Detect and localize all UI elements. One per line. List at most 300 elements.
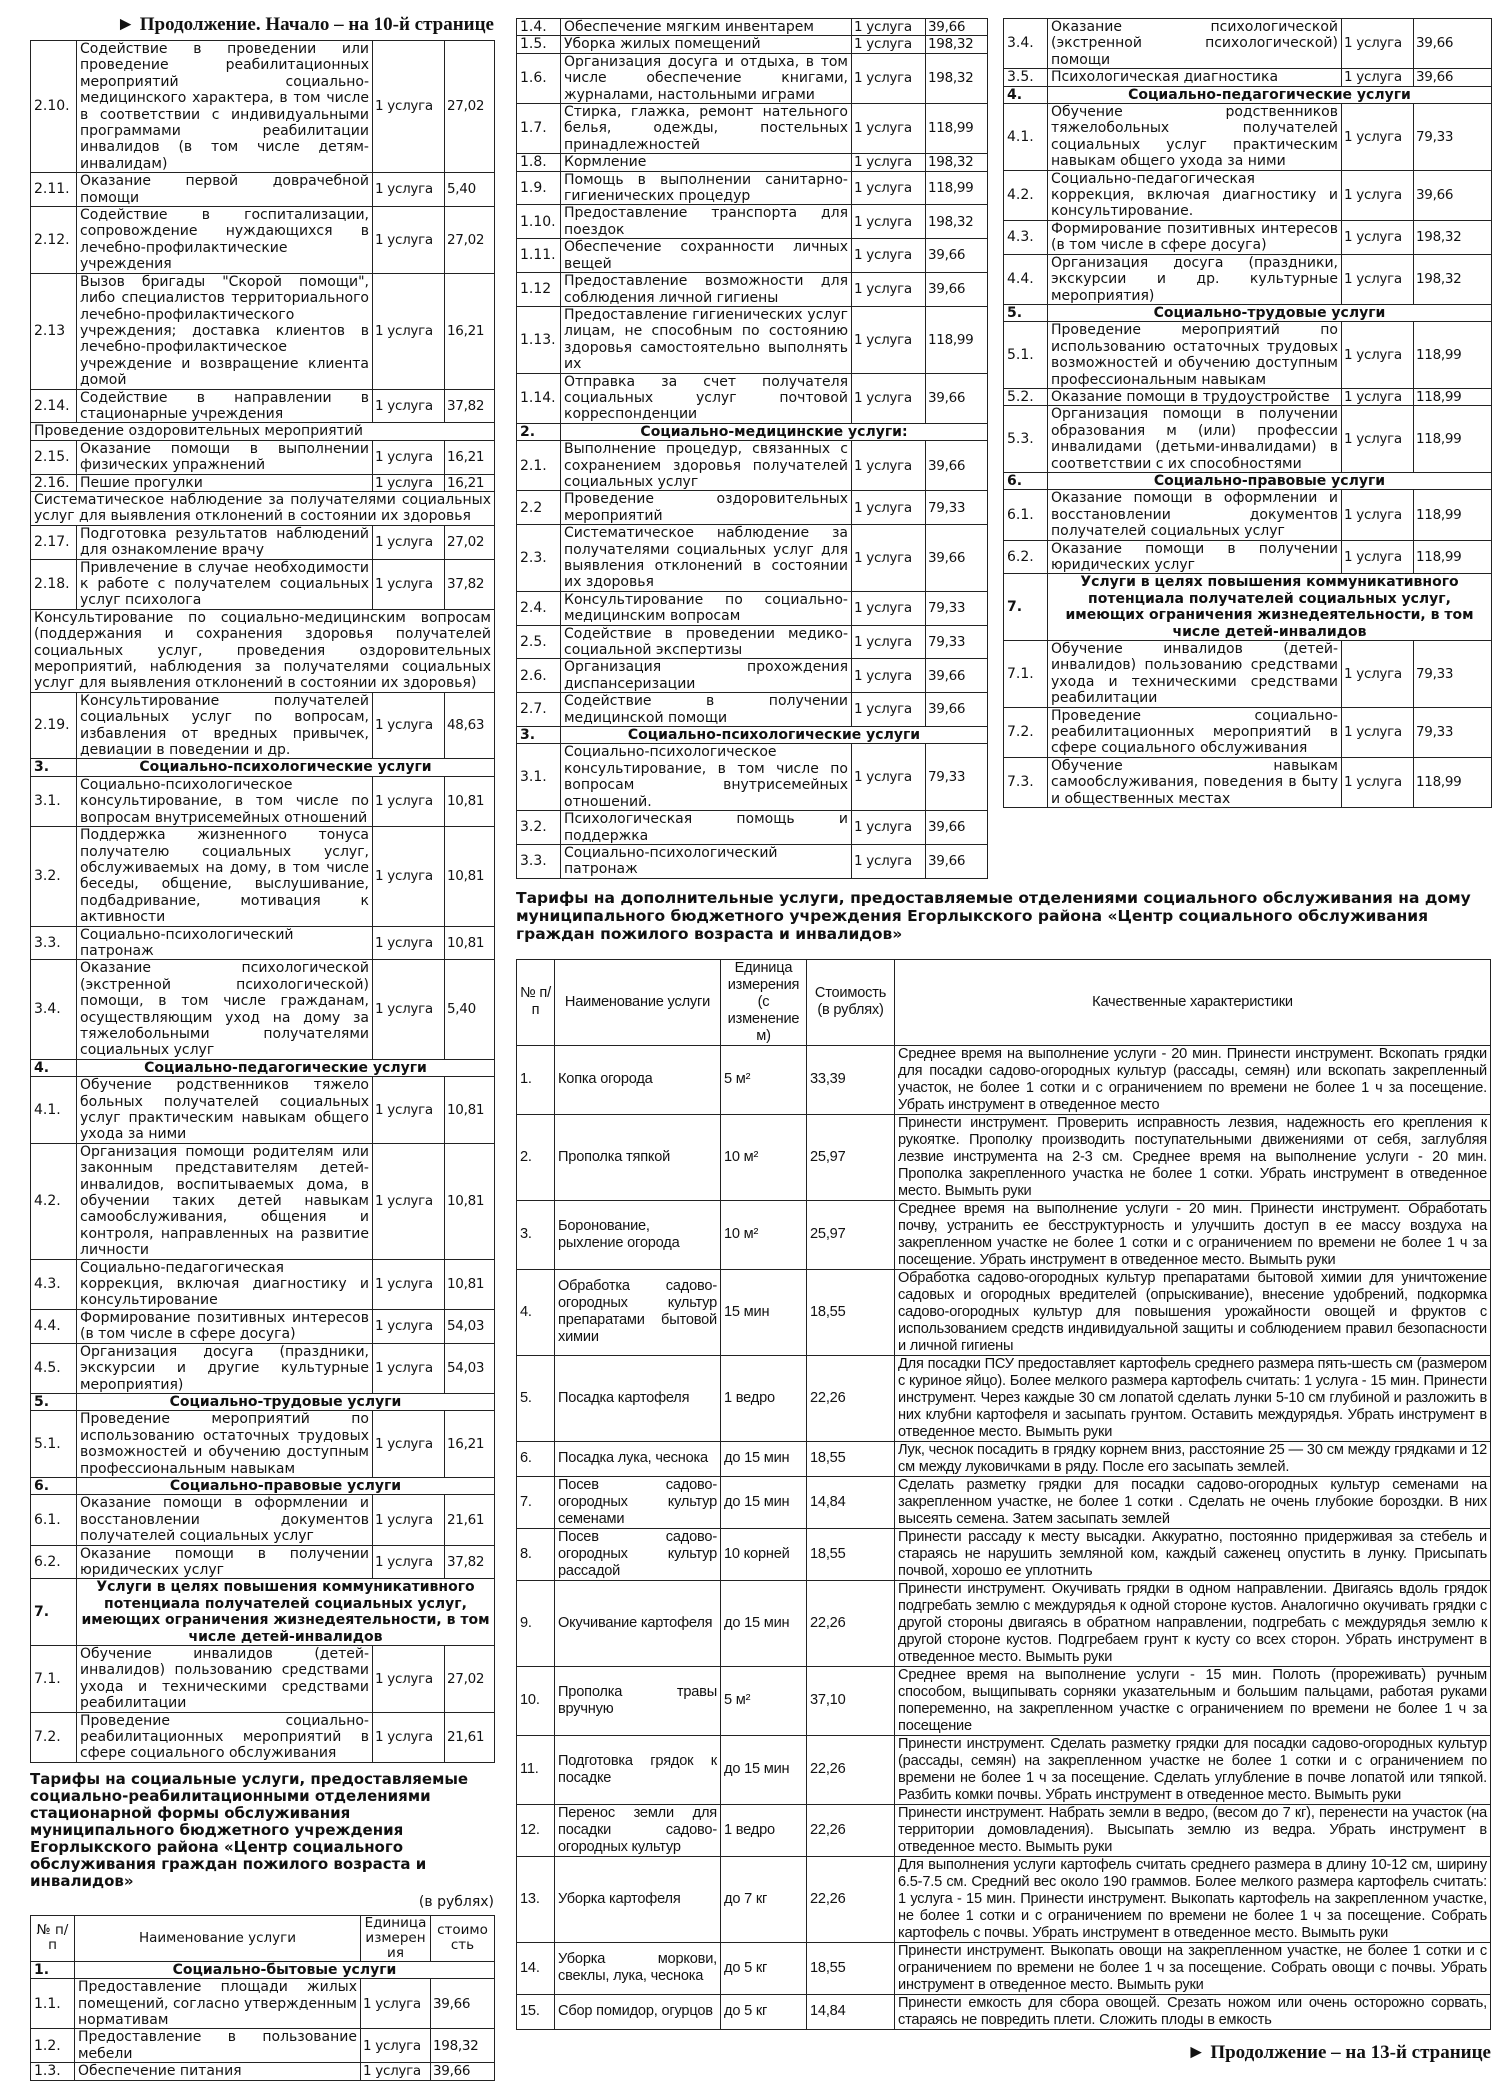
service-price: 27,02 (445, 41, 495, 173)
service-price: 39,66 (926, 239, 988, 273)
service-unit: 1 услуга (852, 811, 926, 845)
service-name: Организация помощи в получении образования м (или) профессии инвалидами (детьми-инвалидами) в соответствии с их способностями (1048, 406, 1342, 473)
service-price: 5,40 (445, 173, 495, 207)
service-unit: 1 услуга (852, 205, 926, 239)
service-number: 4.3. (31, 1259, 77, 1309)
service-number: 12. (517, 1804, 555, 1856)
service-unit: 1 услуга (373, 273, 445, 389)
service-price: 39,66 (1414, 19, 1492, 69)
col-number: № п/п (31, 1915, 75, 1961)
service-number: 1.7. (517, 104, 561, 154)
service-number: 5.1. (31, 1411, 77, 1478)
service-number: 7.1. (31, 1646, 77, 1713)
service-name: Обучение навыкам самообслуживания, поведения в быту и общественных местах (1048, 757, 1342, 807)
service-number: 2.19. (31, 692, 77, 759)
service-number: 2.15. (31, 440, 77, 474)
service-unit: 1 услуга (1342, 388, 1414, 405)
service-price: 33,39 (807, 1045, 895, 1114)
section-row (31, 609, 495, 692)
col-unit: Единица измерения (с изменением) (721, 959, 807, 1045)
service-name: Оказание помощи в трудоустройстве (1048, 388, 1342, 405)
service-price: 198,32 (1414, 254, 1492, 304)
service-price: 16,21 (445, 273, 495, 389)
service-unit: 1 услуга (852, 441, 926, 491)
table-row (1004, 19, 1492, 69)
section-row (31, 423, 495, 440)
service-characteristics: Среднее время на выполнение услуги - 20 мин. Принести инструмент. Вскопать грядки для посадки садово-огородных культур (рассады, семян) или вскопать закрепленный участок, не более 1 сотки и с ограничением по времени не более 1 ч за посещение. Убрать инструмент в отведенное место (895, 1045, 1491, 1114)
table-row (31, 1411, 495, 1478)
table-row (31, 692, 495, 759)
service-unit: 1 услуга (852, 693, 926, 727)
service-price: 22,26 (807, 1355, 895, 1441)
service-unit: 1 ведро (721, 1355, 807, 1441)
category-number: 6. (1004, 472, 1048, 489)
service-number: 4.2. (31, 1143, 77, 1259)
service-number: 1.4. (517, 19, 561, 36)
service-price: 10,81 (445, 776, 495, 826)
service-number: 1.11. (517, 239, 561, 273)
service-price: 37,10 (807, 1666, 895, 1735)
service-unit: 1 услуга (852, 491, 926, 525)
service-price: 16,21 (445, 1411, 495, 1478)
service-characteristics: Среднее время на выполнение услуги - 20 мин. Принести инструмент. Обработать почву, устранить ее бесструктурность и улучшить доступ в ее массу воздуха на закрепленном участке не более 1 сотки и с ограничением по времени не более 1 ч за посещение. Убрать инструмент в отведенное место. Вымыть руки (895, 1200, 1491, 1269)
col-price: Стоимость (в рублях) (807, 959, 895, 1045)
table-row (1004, 220, 1492, 254)
category-number: 3. (517, 727, 561, 744)
service-name: Вызов бригады "Скорой помощи", либо специалистов территориального лечебно-профилактического учреждения; доставка клиентов в лечебно-профилактическое учреждение и возвращение клиента домой (77, 273, 373, 389)
service-price: 14,84 (807, 1476, 895, 1528)
service-price: 10,81 (445, 1077, 495, 1144)
inpatient-section (30, 1771, 494, 2081)
category-number: 5. (31, 1393, 77, 1410)
service-name: Копка огорода (555, 1045, 721, 1114)
service-number: 2.17. (31, 525, 77, 559)
service-number: 2. (517, 1114, 555, 1200)
service-unit: 1 услуга (1342, 104, 1414, 171)
service-price: 39,66 (926, 693, 988, 727)
table-row (31, 2063, 495, 2080)
service-name: Содействие в проведении медико-социальной экспертизы (561, 625, 852, 659)
service-price: 118,99 (1414, 540, 1492, 574)
category-title: Услуги в целях повышения коммуникативного потенциала получателей социальных услуг, имеющих ограничения жизнедеятельности, в том числе детей-инвалидов (77, 1579, 495, 1646)
service-price: 79,33 (926, 744, 988, 811)
service-characteristics: Принести инструмент. Сделать разметку грядки для посадки садово-огородных культур (рассады, семян) на закрепленном участке не более 1 сотки и с ограничением по времени не более 1 ч за посещение. Сделать углубление в почве лопатой или тяпкой. Разбить комки почвы. Убрать инструмент в отведенное место. Вымыть руки (895, 1735, 1491, 1804)
category-number: 7. (1004, 574, 1048, 641)
service-price: 79,33 (1414, 104, 1492, 171)
service-price: 16,21 (445, 474, 495, 491)
col-name: Наименование услуги (555, 959, 721, 1045)
service-unit: 1 услуга (373, 1411, 445, 1478)
service-unit: 1 услуга (373, 1495, 445, 1545)
table-row (1004, 170, 1492, 220)
table-row (517, 744, 988, 811)
service-number: 10. (517, 1666, 555, 1735)
service-unit: 1 услуга (1342, 757, 1414, 807)
service-price: 39,66 (926, 373, 988, 423)
service-name: Уборка картофеля (555, 1856, 721, 1942)
service-unit: до 15 мин (721, 1735, 807, 1804)
section-label: Проведение оздоровительных мероприятий (31, 423, 495, 440)
service-unit: 1 услуга (852, 373, 926, 423)
table-row (517, 104, 988, 154)
service-number: 15. (517, 1994, 555, 2029)
service-name: Стирка, глажка, ремонт нательного белья, одежды, постельных принадлежностей (561, 104, 852, 154)
table-row (517, 1994, 1491, 2029)
col-characteristics: Качественные характеристики (895, 959, 1491, 1045)
service-unit: до 15 мин (721, 1476, 807, 1528)
service-name: Обработка садово-огородных культур препаратами бытовой химии (555, 1269, 721, 1355)
table-row (517, 205, 988, 239)
category-number: 6. (31, 1477, 77, 1494)
service-price: 27,02 (445, 207, 495, 274)
additional-services-table (516, 959, 1491, 2030)
section-row (31, 491, 495, 525)
inpatient-part3-wrap (1003, 18, 1491, 808)
service-number: 3.2. (517, 811, 561, 845)
service-unit: 1 услуга (852, 659, 926, 693)
service-name: Организация досуга и отдыха, в том числе обеспечение книгами, журналами, настольными играми (561, 53, 852, 103)
service-unit: 1 услуга (1342, 490, 1414, 540)
service-number: 1.10. (517, 205, 561, 239)
service-unit: 1 услуга (1342, 540, 1414, 574)
service-number: 2.7. (517, 693, 561, 727)
table-row (517, 1735, 1491, 1804)
service-price: 22,26 (807, 1580, 895, 1666)
service-characteristics: Сделать разметку грядки для посадки садово-огородных культур семенами на закрепленном участке, не более 1 сотки . Сделать не очень глубокие бороздки. В них высеять семена. Затем засыпать землей (895, 1476, 1491, 1528)
service-characteristics: Принести рассаду к месту высадки. Аккуратно, постоянно придерживая за стебель и стараясь не нарушить земляной ком, каждый саженец опустить в лунку. Присыпать почвой, хорошо ее уплотнить (895, 1528, 1491, 1580)
service-number: 4.1. (1004, 104, 1048, 171)
service-unit: 1 услуга (373, 440, 445, 474)
service-name: Систематическое наблюдение за получателями социальных услуг для выявления отклонений в состоянии их здоровья (561, 525, 852, 592)
service-name: Предоставление возможности для соблюдения личной гигиены (561, 273, 852, 307)
service-unit: 10 м² (721, 1114, 807, 1200)
table-row (517, 239, 988, 273)
category-heading-row (31, 1961, 495, 1978)
service-name: Выполнение процедур, связанных с сохранением здоровья получателей социальных услуг (561, 441, 852, 491)
table-row (31, 389, 495, 423)
service-price: 21,61 (445, 1712, 495, 1762)
table-row (1004, 388, 1492, 405)
service-number: 3.4. (1004, 19, 1048, 69)
table-row (517, 1804, 1491, 1856)
table-row (1004, 540, 1492, 574)
category-title: Услуги в целях повышения коммуникативного потенциала получателей социальных услуг, имеющих ограничения жизнедеятельности, в том числе детей-инвалидов (1048, 574, 1492, 641)
service-number: 5. (517, 1355, 555, 1441)
table-row (517, 1528, 1491, 1580)
service-number: 2.16. (31, 474, 77, 491)
table-row (31, 207, 495, 274)
table-row (31, 440, 495, 474)
service-price: 79,33 (926, 491, 988, 525)
service-number: 1.12 (517, 273, 561, 307)
service-number: 5.2. (1004, 388, 1048, 405)
service-name: Оказание помощи в оформлении и восстановлении документов получателей социальных услуг (77, 1495, 373, 1545)
service-unit: 1 услуга (373, 1309, 445, 1343)
service-price: 54,03 (445, 1343, 495, 1393)
service-unit: 1 услуга (373, 173, 445, 207)
category-heading-row (517, 727, 988, 744)
service-unit: 1 услуга (361, 2063, 431, 2080)
service-number: 1. (517, 1045, 555, 1114)
service-unit: 1 услуга (852, 154, 926, 171)
service-price: 27,02 (445, 525, 495, 559)
service-price: 39,66 (1414, 170, 1492, 220)
category-number: 7. (31, 1579, 77, 1646)
service-name: Оказание психологической (экстренной психологической) помощи (1048, 19, 1342, 69)
table-row (31, 1259, 495, 1309)
service-name: Организация досуга (праздники, экскурсии и др. культурные мероприятия) (1048, 254, 1342, 304)
service-price: 118,99 (1414, 757, 1492, 807)
table-row (31, 1979, 495, 2029)
service-unit: 1 услуга (373, 827, 445, 926)
service-name: Организация помощи родителям или законным представителям детей-инвалидов, воспитываемых дома, в обучении таких детей навыкам самообслуживания, общения и контроля, направленных на развитие личности (77, 1143, 373, 1259)
table-row (31, 1143, 495, 1259)
service-number: 5.1. (1004, 322, 1048, 389)
category-title: Социально-психологические услуги (77, 759, 495, 776)
service-unit: 1 услуга (361, 2029, 431, 2063)
service-unit: 1 услуга (1342, 406, 1414, 473)
table-row (31, 926, 495, 960)
service-number: 3.4. (31, 960, 77, 1059)
service-price: 25,97 (807, 1200, 895, 1269)
service-name: Предоставление в пользование мебели (75, 2029, 361, 2063)
service-price: 5,40 (445, 960, 495, 1059)
service-number: 4.3. (1004, 220, 1048, 254)
service-characteristics: Принести инструмент. Проверить исправность лезвия, надежность его крепления к рукоятке. Прополку производить поступательными движениями от себя, заглубляя лезвие инструмента на 2-3 см. Среднее время на выполнение услуги - 20 мин. Прополка закрепленного участка не более 1 сотки. Убрать инструмент в отведенное место. Вымыть руки (895, 1114, 1491, 1200)
table-row (517, 693, 988, 727)
service-unit: 1 услуга (373, 1077, 445, 1144)
inpatient-unit-note: (в рублях) (418, 1893, 494, 1910)
service-name: Содействие в проведении или проведение реабилитационных мероприятий социально-медицинского характера, в том числе в соответствии с индивидуальными программами реабилитации инвалидов (в том числе детям-инвалидам) (77, 41, 373, 173)
service-price: 16,21 (445, 440, 495, 474)
table-row (517, 1200, 1491, 1269)
category-title: Социально-психологические услуги (561, 727, 988, 744)
table-row (517, 1942, 1491, 1994)
service-price: 118,99 (1414, 490, 1492, 540)
service-number: 6.1. (1004, 490, 1048, 540)
service-name: Проведение мероприятий по использованию остаточных трудовых возможностей и обучению доступным профессиональным навыкам (1048, 322, 1342, 389)
service-unit: 1 услуга (852, 273, 926, 307)
service-name: Социально-педагогическая коррекция, включая диагностику и консультирование. (1048, 170, 1342, 220)
category-title: Социально-педагогические услуги (1048, 86, 1492, 103)
service-name: Оказание помощи в получении юридических услуг (77, 1545, 373, 1579)
service-price: 39,66 (926, 659, 988, 693)
service-number: 4.1. (31, 1077, 77, 1144)
service-unit: 1 услуга (1342, 254, 1414, 304)
service-price: 118,99 (926, 104, 988, 154)
service-number: 1.3. (31, 2063, 75, 2080)
service-number: 1.14. (517, 373, 561, 423)
service-name: Проведение социально-реабилитационных мероприятий в сфере социального обслуживания (77, 1712, 373, 1762)
service-name: Содействие в направлении в стационарные учреждения (77, 389, 373, 423)
table-row (517, 1114, 1491, 1200)
section-label: Консультирование по социально-медицинским вопросам (поддержания и сохранения здоровья получателей социальных услуг, проведения оздоровительных мероприятий, наблюдения за получателями социальных услуг для выявления отклонений в состоянии их здоровья) (31, 609, 495, 692)
home-services-table-wrap (30, 40, 494, 1763)
service-price: 79,33 (926, 625, 988, 659)
service-unit: 1 услуга (373, 41, 445, 173)
service-unit: 1 услуга (1342, 170, 1414, 220)
inpatient-table-part2 (516, 18, 988, 879)
col-price: стоимость (431, 1915, 495, 1961)
service-price: 37,82 (445, 1545, 495, 1579)
service-unit: 1 услуга (852, 591, 926, 625)
service-unit: 1 услуга (1342, 641, 1414, 708)
service-name: Перенос земли для посадки садово-огородных культур (555, 1804, 721, 1856)
table-row (517, 591, 988, 625)
service-number: 6. (517, 1441, 555, 1476)
service-number: 4.4. (31, 1309, 77, 1343)
table-row (31, 525, 495, 559)
service-name: Консультирование получателей социальных услуг по вопросам, избавления от вредных привычек, девиации в поведении и др. (77, 692, 373, 759)
service-number: 3.2. (31, 827, 77, 926)
service-number: 7.3. (1004, 757, 1048, 807)
category-heading-row (31, 759, 495, 776)
table-row (517, 1666, 1491, 1735)
service-name: Помощь в выполнении санитарно-гигиенических процедур (561, 171, 852, 205)
service-number: 7.2. (31, 1712, 77, 1762)
service-unit: 1 услуга (373, 525, 445, 559)
service-price: 118,99 (1414, 388, 1492, 405)
service-price: 48,63 (445, 692, 495, 759)
table-row (517, 1441, 1491, 1476)
table-row (517, 36, 988, 53)
service-price: 79,33 (1414, 641, 1492, 708)
service-price: 39,66 (926, 811, 988, 845)
service-number: 5.3. (1004, 406, 1048, 473)
table-row (517, 844, 988, 878)
table-row (31, 776, 495, 826)
service-unit: 1 услуга (852, 19, 926, 36)
service-name: Социально-психологическое консультирование, в том числе по вопросам внутрисемейных отношений (77, 776, 373, 826)
section-label: Систематическое наблюдение за получателями социальных услуг для выявления отклонений в состоянии их здоровья (31, 491, 495, 525)
service-name: Посадка картофеля (555, 1355, 721, 1441)
table-row (1004, 104, 1492, 171)
service-price: 118,99 (926, 171, 988, 205)
table-row (31, 1077, 495, 1144)
table-row (31, 41, 495, 173)
category-heading-row (31, 1059, 495, 1076)
service-name: Консультирование по социально-медицинским вопросам (561, 591, 852, 625)
service-characteristics: Для посадки ПСУ предоставляет картофель среднего размера пять-шесть см (размером с куриное яйцо). Более мелкого размера картофель считать: 1 услуга - 15 мин. Принести инструмент. Через каждые 30 см лопатой сделать лунки 5-10 см глубиной и разложить в них клубни картофеля и засыпать грунтом. Оставить междурядья. Убрать инструмент в отведенное место. Вымыть руки (895, 1355, 1491, 1441)
service-name: Обеспечение питания (75, 2063, 361, 2080)
service-name: Обеспечение мягким инвентарем (561, 19, 852, 36)
table-header-row (31, 1915, 495, 1961)
service-name: Социально-психологический патронаж (77, 926, 373, 960)
service-price: 39,66 (1414, 69, 1492, 86)
service-unit: 15 мин (721, 1269, 807, 1355)
category-title: Социально-правовые услуги (1048, 472, 1492, 489)
table-row (517, 659, 988, 693)
service-number: 2.1. (517, 441, 561, 491)
service-name: Кормление (561, 154, 852, 171)
service-name: Подготовка грядок к посадке (555, 1735, 721, 1804)
service-name: Отправка за счет получателя социальных услуг почтовой корреспонденции (561, 373, 852, 423)
table-row (31, 474, 495, 491)
service-unit: 10 корней (721, 1528, 807, 1580)
table-row (517, 154, 988, 171)
service-price: 14,84 (807, 1994, 895, 2029)
service-price: 18,55 (807, 1269, 895, 1355)
service-number: 1.5. (517, 36, 561, 53)
service-name: Содействие в получении медицинской помощи (561, 693, 852, 727)
col-unit: Единица измерения (361, 1915, 431, 1961)
category-number: 4. (1004, 86, 1048, 103)
service-name: Посадка лука, чеснока (555, 1441, 721, 1476)
service-unit: 1 услуга (373, 926, 445, 960)
service-unit: 1 услуга (852, 53, 926, 103)
service-price: 39,66 (926, 273, 988, 307)
service-unit: 1 услуга (373, 960, 445, 1059)
service-name: Пешие прогулки (77, 474, 373, 491)
service-name: Обучение инвалидов (детей-инвалидов) пользованию средствами ухода и техническими средствами реабилитации (77, 1646, 373, 1713)
service-price: 39,66 (431, 1979, 495, 2029)
table-row (31, 1495, 495, 1545)
table-row (517, 1476, 1491, 1528)
service-unit: 1 услуга (1342, 220, 1414, 254)
table-row (517, 1045, 1491, 1114)
table-row (1004, 707, 1492, 757)
service-characteristics: Обработка садово-огородных культур препаратами бытовой химии для уничтожение садовых и огородных вредителей (опрыскивание), внесение удобрений, подкормка садово-огородных культур для повышения урожайности овощей и фруктов с использованием средств индивидуальной защиты и соблюдением правил безопасности и личной гигиены (895, 1269, 1491, 1355)
service-unit: 1 услуга (852, 36, 926, 53)
service-price: 18,55 (807, 1528, 895, 1580)
service-name: Предоставление транспорта для поездок (561, 205, 852, 239)
service-unit: до 5 кг (721, 1994, 807, 2029)
service-name: Оказание помощи в оформлении и восстановлении документов получателей социальных услуг (1048, 490, 1342, 540)
service-number: 1.13. (517, 306, 561, 373)
table-row (1004, 641, 1492, 708)
service-unit: 1 услуга (373, 776, 445, 826)
service-number: 11. (517, 1735, 555, 1804)
service-name: Оказание первой доврачебной помощи (77, 173, 373, 207)
service-name: Прополка тяпкой (555, 1114, 721, 1200)
inpatient-part2-wrap (516, 18, 987, 879)
category-title: Социально-правовые услуги (77, 1477, 495, 1494)
service-unit: 1 услуга (373, 207, 445, 274)
service-price: 10,81 (445, 926, 495, 960)
service-name: Прополка травы вручную (555, 1666, 721, 1735)
service-unit: 1 услуга (373, 1545, 445, 1579)
service-number: 1.1. (31, 1979, 75, 2029)
service-price: 18,55 (807, 1942, 895, 1994)
service-unit: до 15 мин (721, 1580, 807, 1666)
service-number: 3.1. (31, 776, 77, 826)
service-price: 39,66 (926, 19, 988, 36)
category-number: 3. (31, 759, 77, 776)
additional-section (516, 889, 1491, 2030)
service-name: Оказание помощи в выполнении физических упражнений (77, 440, 373, 474)
service-number: 6.1. (31, 1495, 77, 1545)
table-row (31, 273, 495, 389)
service-number: 3.5. (1004, 69, 1048, 86)
service-unit: 1 услуга (1342, 707, 1414, 757)
service-price: 37,82 (445, 389, 495, 423)
service-price: 10,81 (445, 827, 495, 926)
service-number: 2.5. (517, 625, 561, 659)
service-name: Обучение родственников тяжело больных получателей социальных услуг практическим навыкам общего ухода за ними (77, 1077, 373, 1144)
col-name: Наименование услуги (75, 1915, 361, 1961)
service-name: Психологическая помощь и поддержка (561, 811, 852, 845)
table-row (31, 827, 495, 926)
service-name: Социально-психологическое консультирование, в том числе по вопросам внутрисемейных отношений. (561, 744, 852, 811)
table-row (31, 960, 495, 1059)
table-row (517, 1355, 1491, 1441)
service-price: 10,81 (445, 1259, 495, 1309)
service-characteristics: Принести емкость для сбора овощей. Срезать ножом или очень осторожно сорвать, стараясь не повредить плети. Сложить плоды в емкость (895, 1994, 1491, 2029)
inpatient-table-part3 (1003, 18, 1492, 808)
service-number: 2.4. (517, 591, 561, 625)
service-name: Проведение мероприятий по использованию остаточных трудовых возможностей и обучению доступным профессиональным навыкам (77, 1411, 373, 1478)
table-row (1004, 757, 1492, 807)
